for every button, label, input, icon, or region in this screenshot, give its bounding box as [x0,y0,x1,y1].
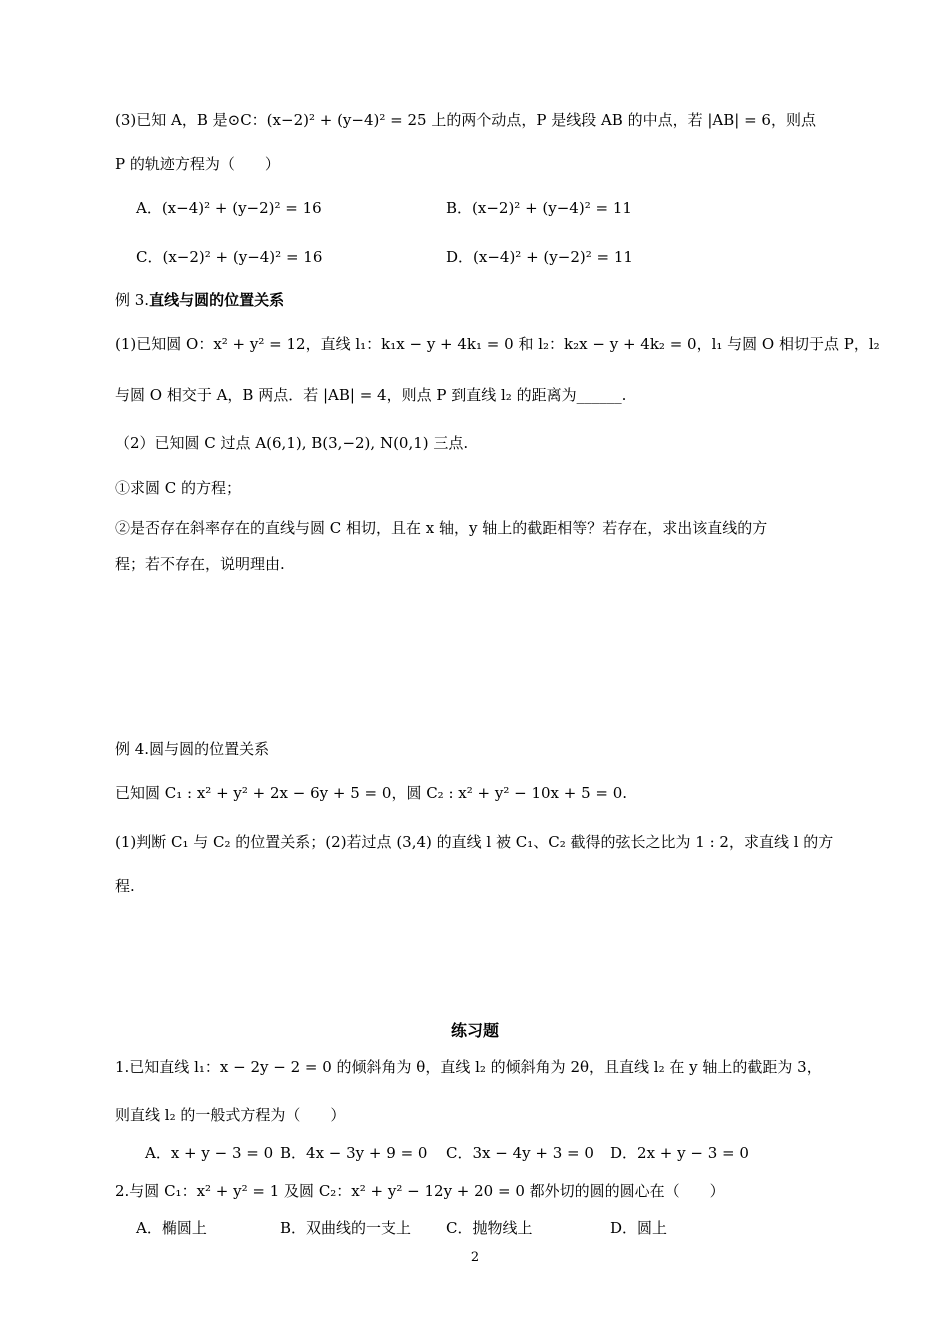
example3-p1-line1: (1)已知圆 O：x² + y² = 12，直线 l₁：k₁x − y + 4k₁ = 0 和 l₂：k₂x − y + 4k₂ = 0，l₁ 与圆 O 相切于点 P，l₂ [115,335,880,353]
practice-q2-option-b: B．双曲线的一支上 [280,1219,412,1237]
q3-stem-line1: (3)已知 A，B 是⊙C：(x−2)² + (y−4)² = 25 上的两个动点，P 是线段 AB 的中点，若 |AB| = 6，则点 [115,111,816,129]
q3-stem-line2: P 的轨迹方程为（ ） [115,155,280,173]
practice-q2-line1: 2.与圆 C₁：x² + y² = 1 及圆 C₂：x² + y² − 12y + 20 = 0 都外切的圆的圆心在（ ） [115,1182,725,1200]
practice-q1-option-c: C．3x − 4y + 3 = 0 [446,1144,594,1162]
practice-q2-option-a: A．椭圆上 [136,1219,207,1237]
q3-option-b: B．(x−2)² + (y−4)² = 11 [446,199,632,217]
example4-question-line1: (1)判断 C₁ 与 C₂ 的位置关系；(2)若过点 (3,4) 的直线 l 被 C₁、C₂ 截得的弦长之比为 1 : 2，求直线 l 的方 [115,833,834,851]
example3-p2-b-line1: ②是否存在斜率存在的直线与圆 C 相切，且在 x 轴，y 轴上的截距相等？若存在，求出该直线的方 [115,519,768,537]
q3-option-a: A．(x−4)² + (y−2)² = 16 [136,199,322,217]
example3-title: 直线与圆的位置关系 [149,291,285,309]
example3-p2: （2）已知圆 C 过点 A(6,1), B(3,−2), N(0,1) 三点. [115,434,469,452]
practice-title: 练习题 [450,1021,499,1040]
page-number: 2 [470,1250,480,1265]
example4-heading: 例 4.圆与圆的位置关系 [115,740,270,758]
practice-q1-line1: 1.已知直线 l₁：x − 2y − 2 = 0 的倾斜角为 θ，直线 l₂ 的倾斜角为 2θ，且直线 l₂ 在 y 轴上的截距为 3， [115,1058,822,1076]
example3-p1-line2: 与圆 O 相交于 A，B 两点．若 |AB| = 4，则点 P 到直线 l₂ 的距离为______. [115,386,627,404]
example4-given: 已知圆 C₁ : x² + y² + 2x − 6y + 5 = 0，圆 C₂ : x² + y² − 10x + 5 = 0. [115,784,628,802]
practice-q1-option-a: A．x + y − 3 = 0 [145,1144,274,1162]
example3-p2-a: ①求圆 C 的方程； [115,479,242,497]
example3-p2-b-line2: 程；若不存在，说明理由. [115,555,285,573]
practice-q1-option-b: B．4x − 3y + 9 = 0 [280,1144,428,1162]
example3-heading [115,290,284,310]
practice-q2-option-d: D．圆上 [610,1219,668,1237]
example3-label: 例 3. [115,291,150,309]
example4-question-line2: 程. [115,877,135,895]
q3-option-d: D．(x−4)² + (y−2)² = 11 [446,248,633,266]
practice-q1-option-d: D．2x + y − 3 = 0 [610,1144,749,1162]
q3-option-c: C．(x−2)² + (y−4)² = 16 [136,248,323,266]
practice-q2-option-c: C．抛物线上 [446,1219,533,1237]
practice-q1-line2: 则直线 l₂ 的一般式方程为（ ） [115,1106,346,1124]
